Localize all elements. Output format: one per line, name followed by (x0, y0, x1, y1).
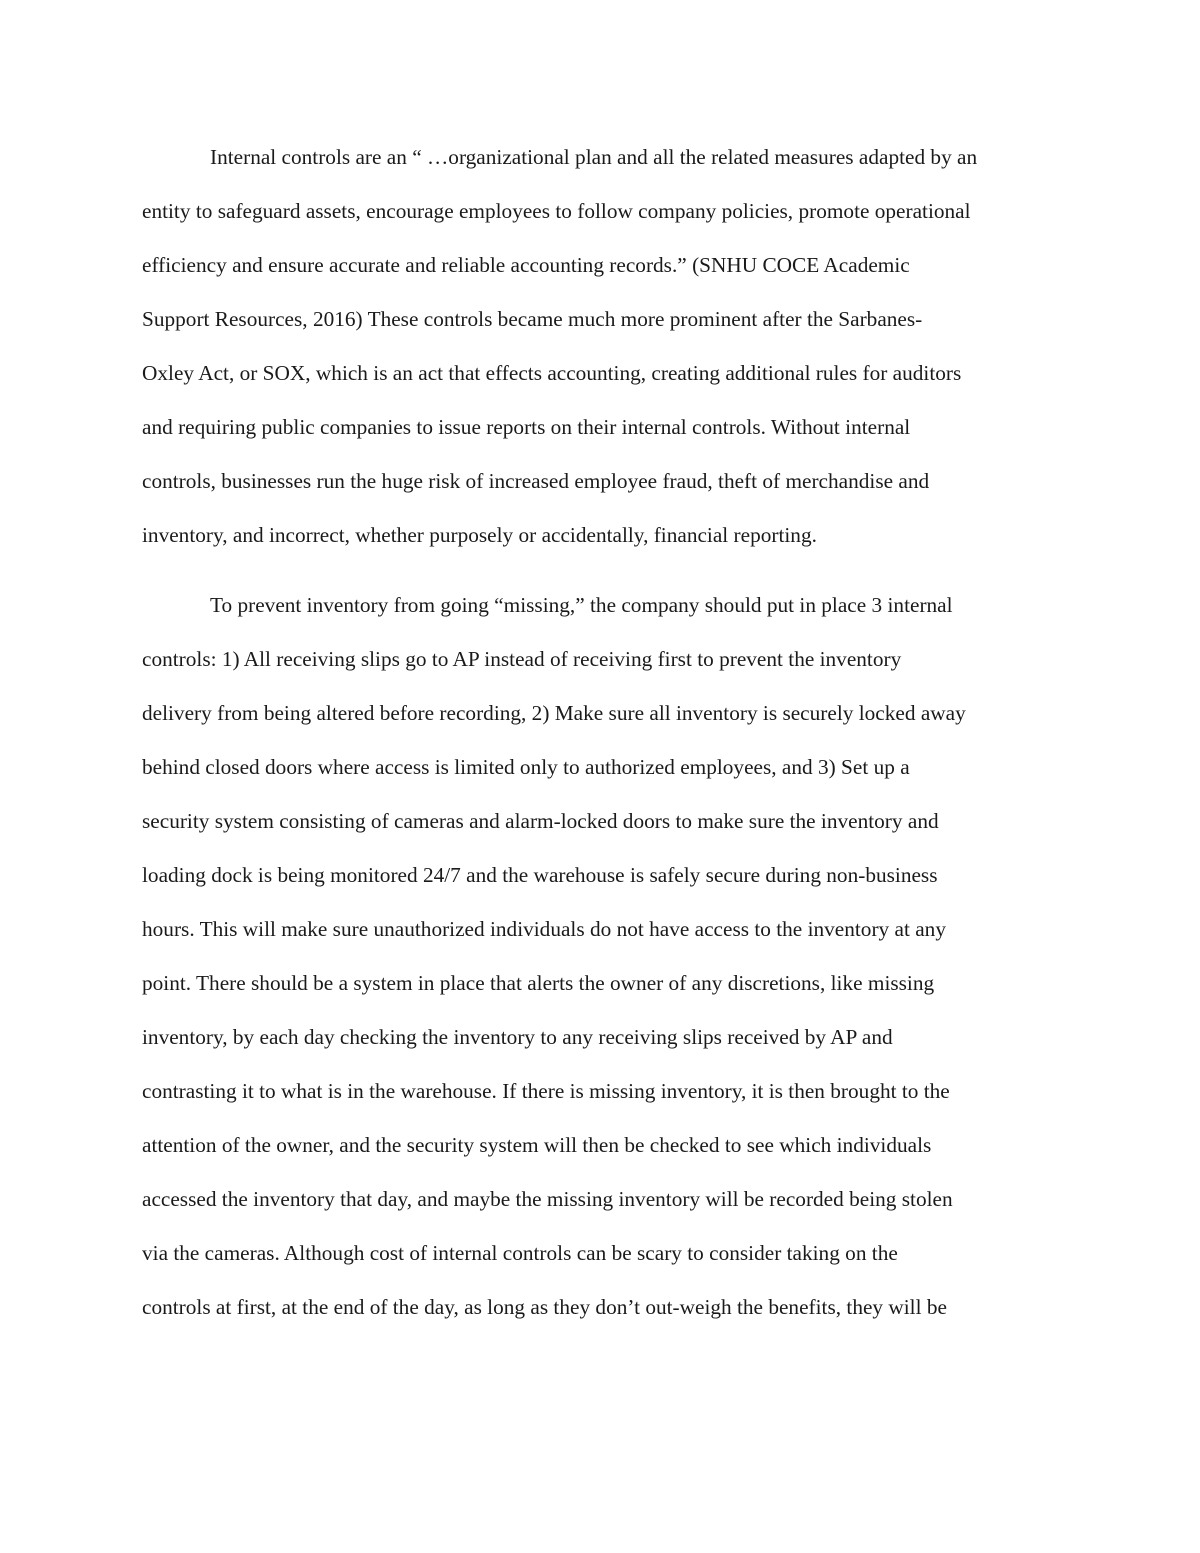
paragraph-line: inventory, and incorrect, whether purposely or accidentally, financial reporting. (142, 523, 817, 547)
paragraph-line: behind closed doors where access is limited only to authorized employees, and 3) Set up a (142, 755, 910, 779)
paragraph-line: inventory, by each day checking the inventory to any receiving slips received by AP and (142, 1025, 893, 1049)
paragraph-line: Support Resources, 2016) These controls became much more prominent after the Sarbanes- (142, 307, 923, 331)
document-body (142, 130, 1062, 1334)
paragraph-line: controls, businesses run the huge risk of increased employee fraud, theft of merchandise and (142, 469, 930, 493)
paragraph-line: entity to safeguard assets, encourage employees to follow company policies, promote operational (142, 199, 971, 223)
paragraph-line: accessed the inventory that day, and maybe the missing inventory will be recorded being stolen (142, 1187, 953, 1211)
paragraph-line: delivery from being altered before recording, 2) Make sure all inventory is securely locked away (142, 701, 966, 725)
paragraph-2 (142, 578, 1062, 1334)
paragraph-line: To prevent inventory from going “missing,” the company should put in place 3 internal (210, 593, 953, 617)
paragraph-line: efficiency and ensure accurate and reliable accounting records.” (SNHU COCE Academic (142, 253, 910, 277)
paragraph-line: loading dock is being monitored 24/7 and the warehouse is safely secure during non-business (142, 863, 938, 887)
paragraph-line: point. There should be a system in place that alerts the owner of any discretions, like missing (142, 971, 935, 995)
paragraph-line: controls at first, at the end of the day, as long as they don’t out-weigh the benefits, they will be (142, 1295, 947, 1319)
paragraph-line: hours. This will make sure unauthorized individuals do not have access to the inventory at any (142, 917, 946, 941)
paragraph-line: security system consisting of cameras and alarm-locked doors to make sure the inventory and (142, 809, 939, 833)
paragraph-line: via the cameras. Although cost of internal controls can be scary to consider taking on the (142, 1241, 898, 1265)
paragraph-line: controls: 1) All receiving slips go to AP instead of receiving first to prevent the inventory (142, 647, 902, 671)
paragraph-1 (142, 130, 1062, 562)
paragraph-line: attention of the owner, and the security system will then be checked to see which individuals (142, 1133, 932, 1157)
paragraph-line: contrasting it to what is in the warehouse. If there is missing inventory, it is then brought to the (142, 1079, 950, 1103)
paragraph-line: and requiring public companies to issue reports on their internal controls. Without internal (142, 415, 911, 439)
paragraph-line: Internal controls are an “ …organizational plan and all the related measures adapted by an (210, 145, 978, 169)
paragraph-line: Oxley Act, or SOX, which is an act that effects accounting, creating additional rules for auditors (142, 361, 962, 385)
